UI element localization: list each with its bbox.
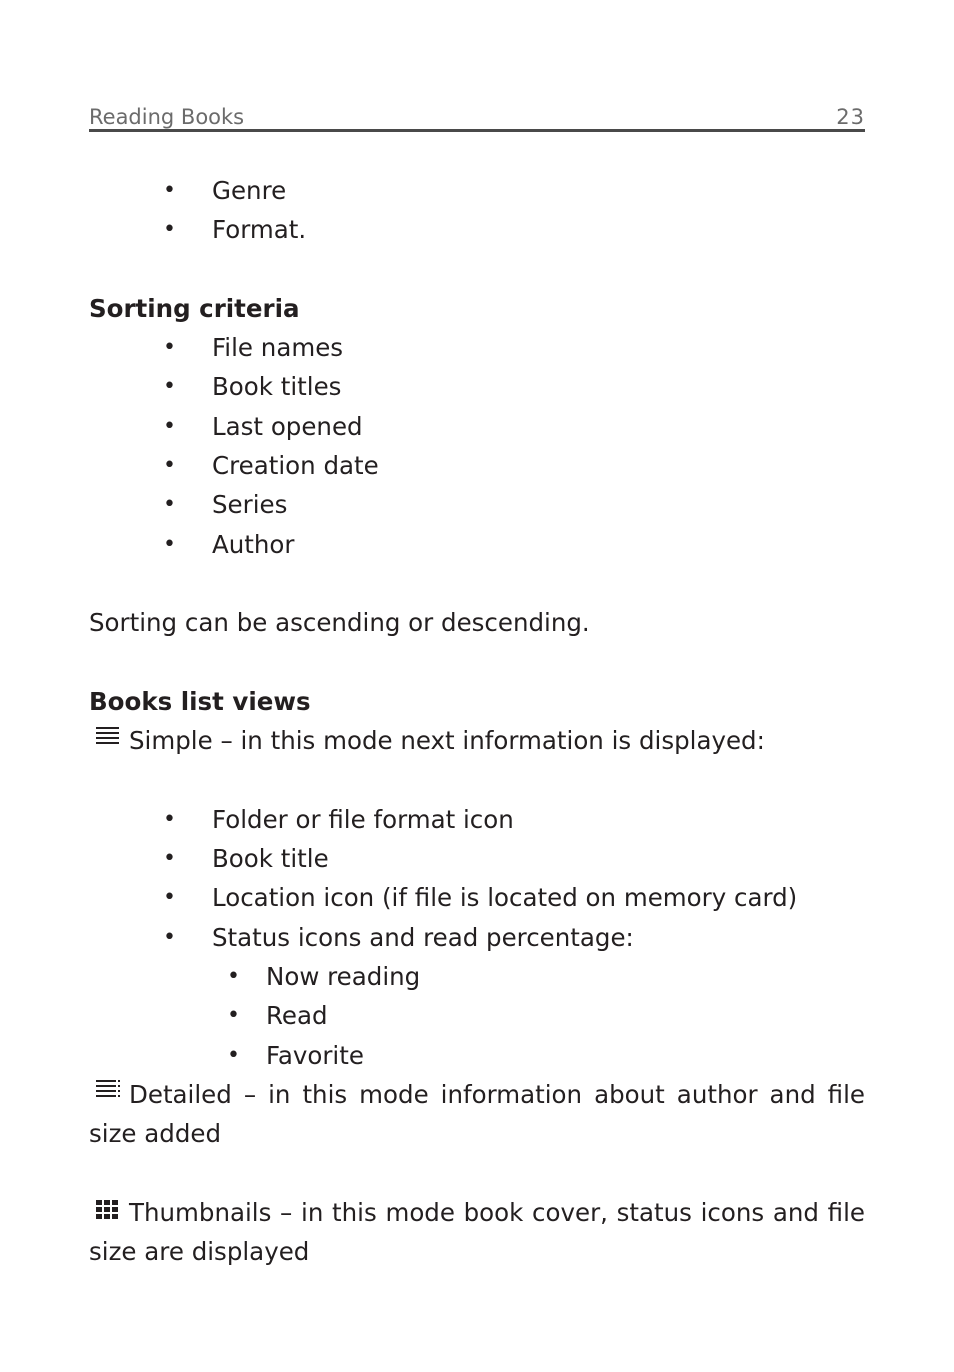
- bullet: •: [163, 532, 176, 557]
- bullet: •: [163, 492, 176, 517]
- list-item: Series: [212, 490, 288, 519]
- list-item: Format.: [212, 215, 307, 244]
- list-item: Genre: [212, 176, 287, 205]
- bullet: •: [163, 885, 176, 910]
- list-item: File names: [212, 333, 344, 362]
- list-item: Status icons and read percentage:: [212, 923, 634, 952]
- bullet: •: [163, 807, 176, 832]
- list-item: Book titles: [212, 372, 342, 401]
- list-item: Location icon (if file is located on memory card): [212, 883, 798, 912]
- list-item: Read: [266, 1001, 328, 1030]
- list-item: Book title: [212, 844, 329, 873]
- page-number: 23: [836, 105, 865, 129]
- simple-mode-text: Simple – in this mode next information is displayed:: [129, 726, 765, 755]
- bullet: •: [163, 414, 176, 439]
- list-item: Now reading: [266, 962, 421, 991]
- simple-list-icon: [96, 726, 120, 746]
- sorting-note: Sorting can be ascending or descending.: [89, 608, 590, 637]
- bullet: •: [163, 335, 176, 360]
- detailed-mode-text: Detailed – in this mode information about author and file size added: [89, 1080, 865, 1149]
- list-item: Favorite: [266, 1041, 364, 1070]
- bullet: •: [227, 964, 240, 989]
- thumbnails-mode-text: Thumbnails – in this mode book cover, status icons and file size are displayed: [89, 1198, 865, 1267]
- bullet: •: [163, 453, 176, 478]
- list-item: Folder or file format icon: [212, 805, 514, 834]
- bullet: •: [227, 1003, 240, 1028]
- list-item: Last opened: [212, 412, 363, 441]
- section-title: Reading Books: [89, 105, 245, 129]
- bullet: •: [163, 217, 176, 242]
- sorting-heading: Sorting criteria: [89, 294, 300, 323]
- list-item: Author: [212, 530, 295, 559]
- bullet: •: [163, 925, 176, 950]
- running-header: [89, 104, 865, 132]
- views-heading: Books list views: [89, 687, 311, 716]
- bullet: •: [163, 846, 176, 871]
- list-item: Creation date: [212, 451, 379, 480]
- bullet: •: [227, 1043, 240, 1068]
- bullet: •: [163, 374, 176, 399]
- bullet: •: [163, 178, 176, 203]
